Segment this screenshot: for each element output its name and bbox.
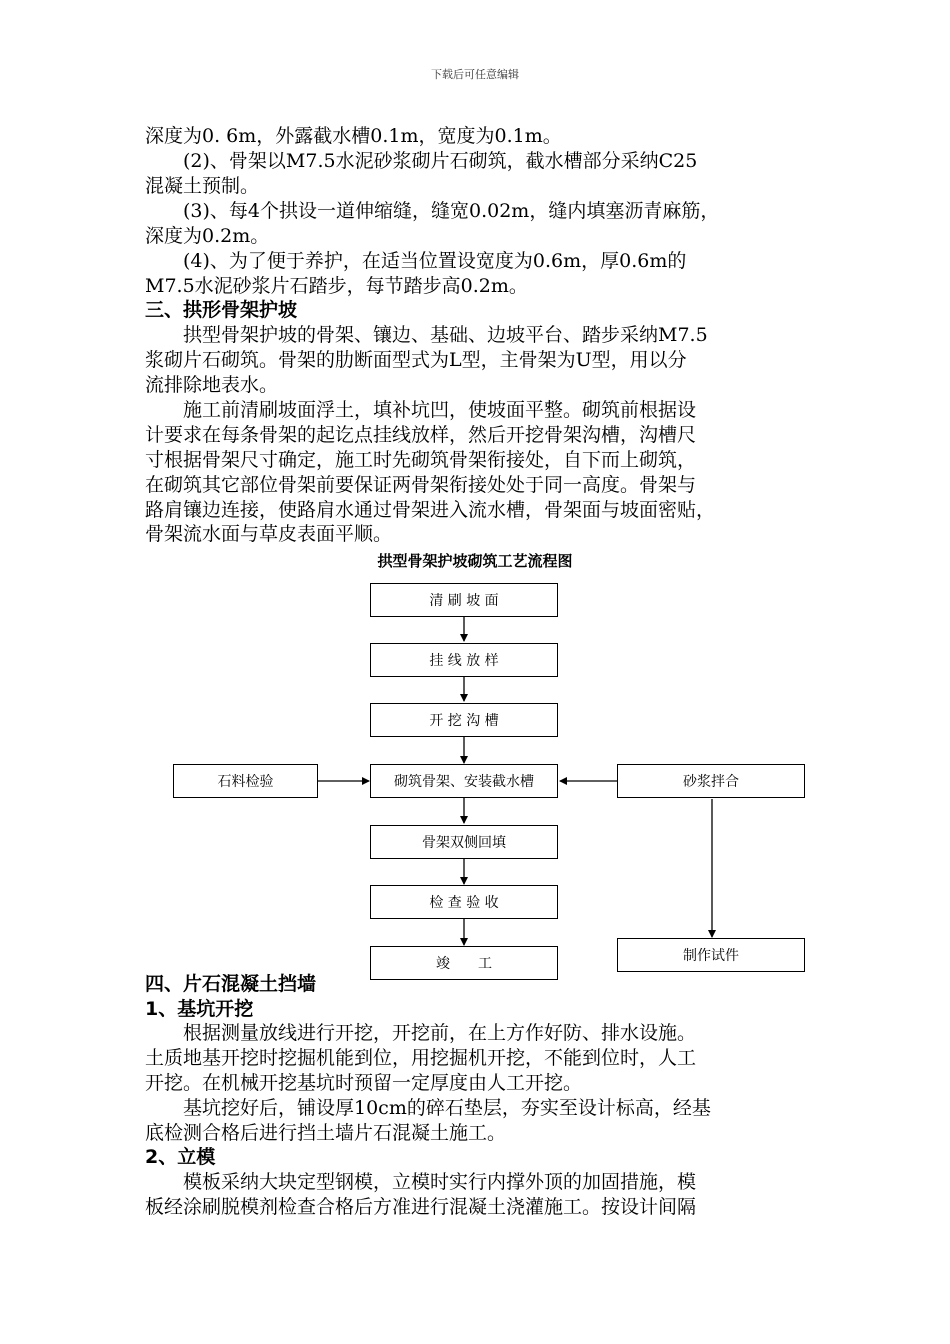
subsection-2-heading: 2、立模 [145,1146,216,1168]
body-line: 路肩镶边连接，使路肩水通过骨架进入流水槽，骨架面与坡面密贴， [145,499,716,521]
page-header: 下载后可任意编辑 [431,68,519,81]
body-line: (4)、为了便于养护，在适当位置设宽度为0.6m，厚0.6m的 [145,250,687,272]
body-line: 基坑挖好后，铺设厚10cm的碎石垫层，夯实至设计标高，经基 [145,1097,711,1119]
body-line: 流排除地表水。 [145,374,279,396]
body-line: (3)、每4个拱设一道伸缩缝，缝宽0.02m，缝内填塞沥青麻筋， [145,200,720,222]
body-line: 骨架流水面与草皮表面平顺。 [145,523,393,545]
section-4-heading: 四、片石混凝土挡墙 [145,973,317,995]
body-line: 浆砌片石砌筑。骨架的肋断面型式为L型，主骨架为U型，用以分 [145,349,687,371]
subsection-1-heading: 1、基坑开挖 [145,998,254,1020]
flow-input-mortar-mix: 砂浆拌合 [617,764,805,798]
body-line: 开挖。在机械开挖基坑时预留一定厚度由人工开挖。 [145,1072,583,1094]
body-line: 拱型骨架护坡的骨架、镶边、基础、边坡平台、踏步采纳M7.5 [145,324,708,346]
flow-step-inspection: 检 查 验 收 [370,885,558,919]
body-line: 计要求在每条骨架的起讫点挂线放样，然后开挖骨架沟槽，沟槽尺 [145,424,697,446]
flow-step-clean-slope: 清 刷 坡 面 [370,583,558,617]
body-line: 模板采纳大块定型钢模，立模时实行内撑外顶的加固措施，模 [145,1171,697,1193]
body-line: M7.5水泥砂浆片石踏步，每节踏步高0.2m。 [145,275,528,297]
body-line: 根据测量放线进行开挖，开挖前，在上方作好防、排水设施。 [145,1022,697,1044]
section-3-heading: 三、拱形骨架护坡 [145,299,298,321]
flowchart-title: 拱型骨架护坡砌筑工艺流程图 [377,552,573,570]
body-line: 深度为0. 6m，外露截水槽0.1m，宽度为0.1m。 [145,125,562,147]
body-line: 在砌筑其它部位骨架前要保证两骨架衔接处处于同一高度。骨架与 [145,474,697,496]
body-line: 深度为0.2m。 [145,225,270,247]
body-line: 板经涂刷脱模剂检查合格后方准进行混凝土浇灌施工。按设计间隔 [145,1196,697,1218]
body-line: 混凝土预制。 [145,175,260,197]
body-line: (2)、骨架以M7.5水泥砂浆砌片石砌筑，截水槽部分采纳C25 [145,150,698,172]
body-line: 寸根据骨架尺寸确定，施工时先砌筑骨架衔接处，自下而上砌筑， [145,449,697,471]
body-line: 土质地基开挖时挖掘机能到位，用挖掘机开挖，不能到位时，人工 [145,1047,697,1069]
flow-input-stone-check: 石料检验 [173,764,318,798]
flow-step-completion: 竣 工 [370,946,558,980]
body-line: 底检测合格后进行挡土墙片石混凝土施工。 [145,1122,507,1144]
flow-step-stakeout: 挂 线 放 样 [370,643,558,677]
flow-step-masonry: 砌筑骨架、安装截水槽 [370,764,558,798]
body-line: 施工前清刷坡面浮土，填补坑凹，使坡面平整。砌筑前根据设 [145,399,697,421]
flow-step-excavate-trench: 开 挖 沟 槽 [370,703,558,737]
flow-output-test-specimen: 制作试件 [617,938,805,972]
flow-step-backfill: 骨架双侧回填 [370,825,558,859]
